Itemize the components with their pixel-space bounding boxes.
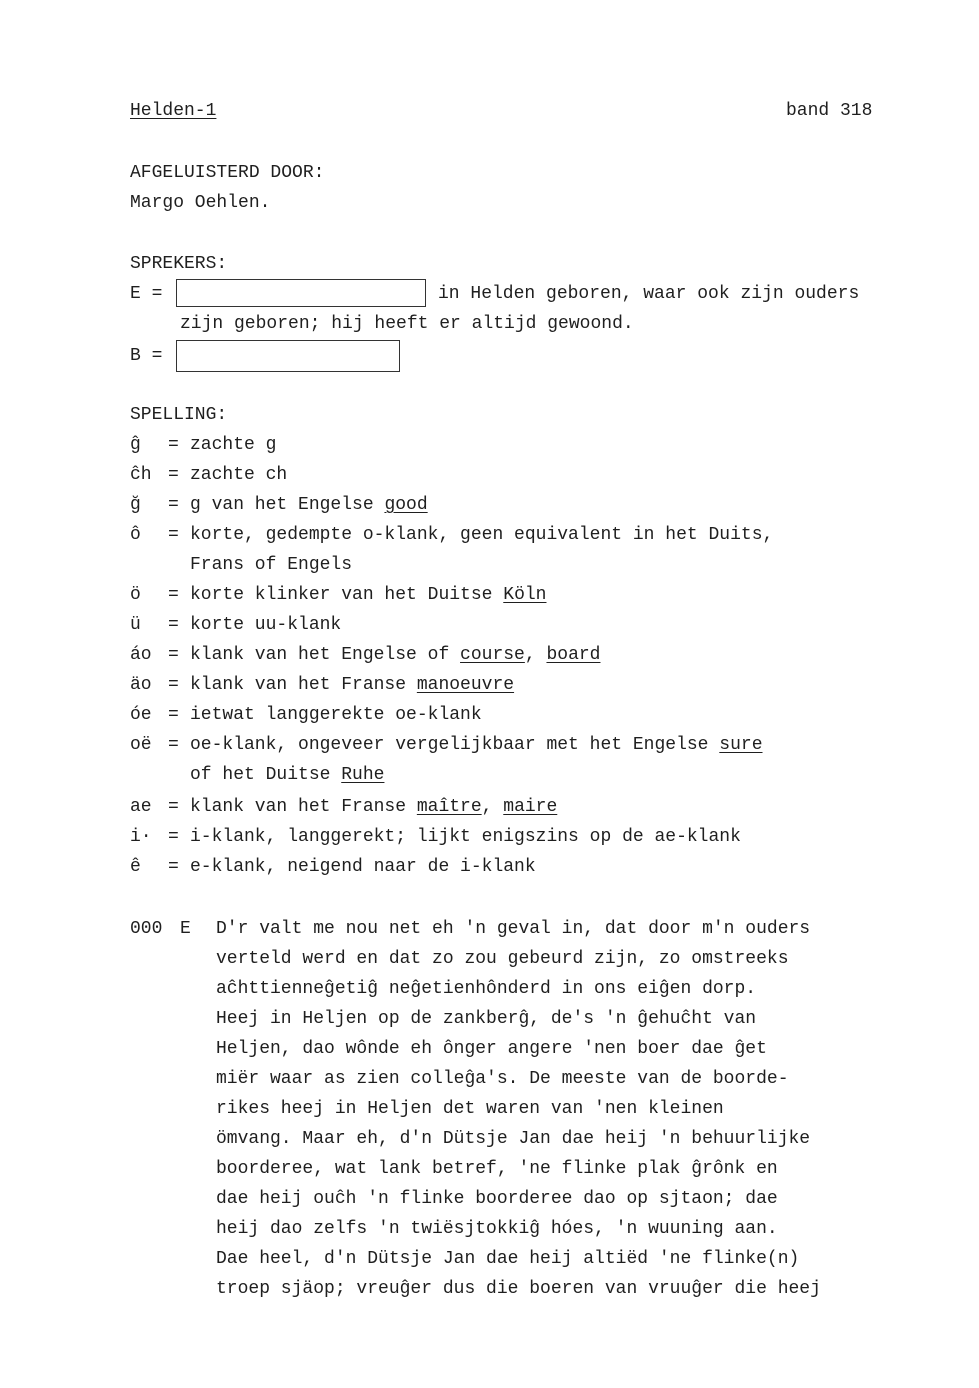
transcript-line: miër waar as zien colleĝa's. De meeste van de boorde-	[216, 1069, 789, 1089]
spelling-equals: =	[168, 525, 179, 545]
spelling-description	[190, 796, 557, 818]
spelling-symbol: ğ	[130, 495, 141, 515]
speaker-e-description: in Helden geboren, waar ook zijn ouders	[438, 284, 860, 304]
spelling-example-word: sure	[719, 735, 763, 755]
spelling-description-text: korte klinker van het Duitse	[190, 585, 504, 605]
spelling-description: ietwat langgerekte oe-klank	[190, 705, 482, 725]
spelling-description-cont: Frans of Engels	[190, 555, 353, 575]
transcript-line: Dae heel, d'n Dütsje Jan dae heij altiëd 'ne flinke(n)	[216, 1249, 800, 1269]
spelling-equals: =	[168, 827, 179, 847]
transcript-counter: 000	[130, 919, 163, 939]
transcript-line: boorderee, wat lank betref, 'ne flinke plak ĝrônk en	[216, 1159, 778, 1179]
spelling-equals: =	[168, 735, 179, 755]
spelling-description: korte, gedempte o-klank, geen equivalent in het Duits,	[190, 525, 774, 545]
transcript-line: D'r valt me nou net eh 'n geval in, dat door m'n ouders	[216, 919, 811, 939]
spelling-equals: =	[168, 797, 179, 817]
spelling-label: SPELLING:	[130, 405, 228, 425]
spelling-equals: =	[168, 857, 179, 877]
spelling-description: zachte ch	[190, 465, 288, 485]
spelling-description-cont	[190, 764, 384, 786]
page-header-title: Helden-1	[130, 101, 217, 121]
spelling-symbol: ô	[130, 525, 141, 545]
spelling-equals: =	[168, 615, 179, 635]
spelling-symbol: ĝ	[130, 435, 141, 455]
spelling-description-text: g van het Engelse	[190, 495, 385, 515]
spelling-symbol: oë	[130, 735, 152, 755]
spelling-symbol: áo	[130, 645, 152, 665]
spelling-description	[190, 494, 428, 516]
spelling-equals: =	[168, 435, 179, 455]
spelling-symbol: ae	[130, 797, 152, 817]
spelling-description	[190, 644, 600, 666]
sprekers-label: SPREKERS:	[130, 254, 228, 274]
speaker-e-label: E =	[130, 284, 163, 304]
spelling-description-text: of het Duitse	[190, 765, 342, 785]
spelling-equals: =	[168, 645, 179, 665]
transcript-line: rikes heej in Heljen det waren van 'nen kleinen	[216, 1099, 724, 1119]
spelling-equals: =	[168, 465, 179, 485]
spelling-description: e-klank, neigend naar de i-klank	[190, 857, 536, 877]
spelling-example-word: Ruhe	[341, 765, 385, 785]
transcript-line: Heej in Heljen op de zankberĝ, de's 'n ĝehuĉht van	[216, 1009, 757, 1029]
afgeluisterd-label: AFGELUISTERD DOOR:	[130, 163, 325, 183]
spelling-description	[190, 734, 763, 756]
spelling-description-text: oe-klank, ongeveer vergelijkbaar met het Engelse	[190, 735, 720, 755]
spelling-symbol: ö	[130, 585, 141, 605]
transcript-line: verteld werd en dat zo zou gebeurd zijn, zo omstreeks	[216, 949, 789, 969]
spelling-description-text: klank van het Franse	[190, 675, 417, 695]
spelling-equals: =	[168, 675, 179, 695]
spelling-example-word: maître	[416, 797, 482, 817]
spelling-symbol: äo	[130, 675, 152, 695]
spelling-equals: =	[168, 495, 179, 515]
spelling-description: korte uu-klank	[190, 615, 342, 635]
speaker-b-redacted-name	[176, 340, 400, 372]
transcript-speaker: E	[180, 919, 191, 939]
spelling-description: zachte g	[190, 435, 277, 455]
spelling-example-word: manoeuvre	[416, 675, 515, 695]
spelling-description: i-klank, langgerekt; lijkt enigszins op de ae-klank	[190, 827, 741, 847]
spelling-example-word: course	[460, 645, 525, 665]
speaker-e-redacted-name	[176, 279, 426, 307]
spelling-separator: ,	[524, 645, 547, 665]
spelling-symbol: ê	[130, 857, 141, 877]
spelling-equals: =	[168, 705, 179, 725]
speaker-e-description-cont: zijn geboren; hij heeft er altijd gewoond.	[180, 314, 634, 334]
transcript-line: dae heij ouĉh 'n flinke boorderee dao op sjtaon; dae	[216, 1189, 778, 1209]
spelling-equals: =	[168, 585, 179, 605]
spelling-example-word: board	[546, 645, 601, 665]
spelling-example-word: maire	[503, 797, 558, 817]
spelling-description-text: klank van het Franse	[190, 797, 417, 817]
transcript-line: troep sjäop; vreuĝer dus die boeren van vruuĝer die heej	[216, 1279, 821, 1299]
spelling-description	[190, 674, 514, 696]
transcript-line: aĉhttienneĝetiĝ neĝetienhônderd in ons eiĝen dorp.	[216, 979, 757, 999]
spelling-description-text: klank van het Engelse of	[190, 645, 461, 665]
spelling-separator: ,	[481, 797, 504, 817]
spelling-symbol: ü	[130, 615, 141, 635]
spelling-symbol: ĉh	[130, 465, 152, 485]
transcript-line: ömvang. Maar eh, d'n Dütsje Jan dae heij 'n behuurlijke	[216, 1129, 811, 1149]
transcript-line: Heljen, dao wônde eh ônger angere 'nen boer dae ĝet	[216, 1039, 767, 1059]
page-header-band: band 318	[786, 101, 873, 121]
spelling-symbol: i·	[130, 827, 152, 847]
spelling-symbol: óe	[130, 705, 152, 725]
afgeluisterd-name: Margo Oehlen.	[130, 193, 271, 213]
spelling-example-word: good	[384, 495, 428, 515]
transcript-line: heij dao zelfs 'n twiësjtokkiĝ hóes, 'n wuuning aan.	[216, 1219, 778, 1239]
spelling-description	[190, 584, 546, 606]
spelling-example-word: Köln	[503, 585, 547, 605]
speaker-b-label: B =	[130, 346, 163, 366]
